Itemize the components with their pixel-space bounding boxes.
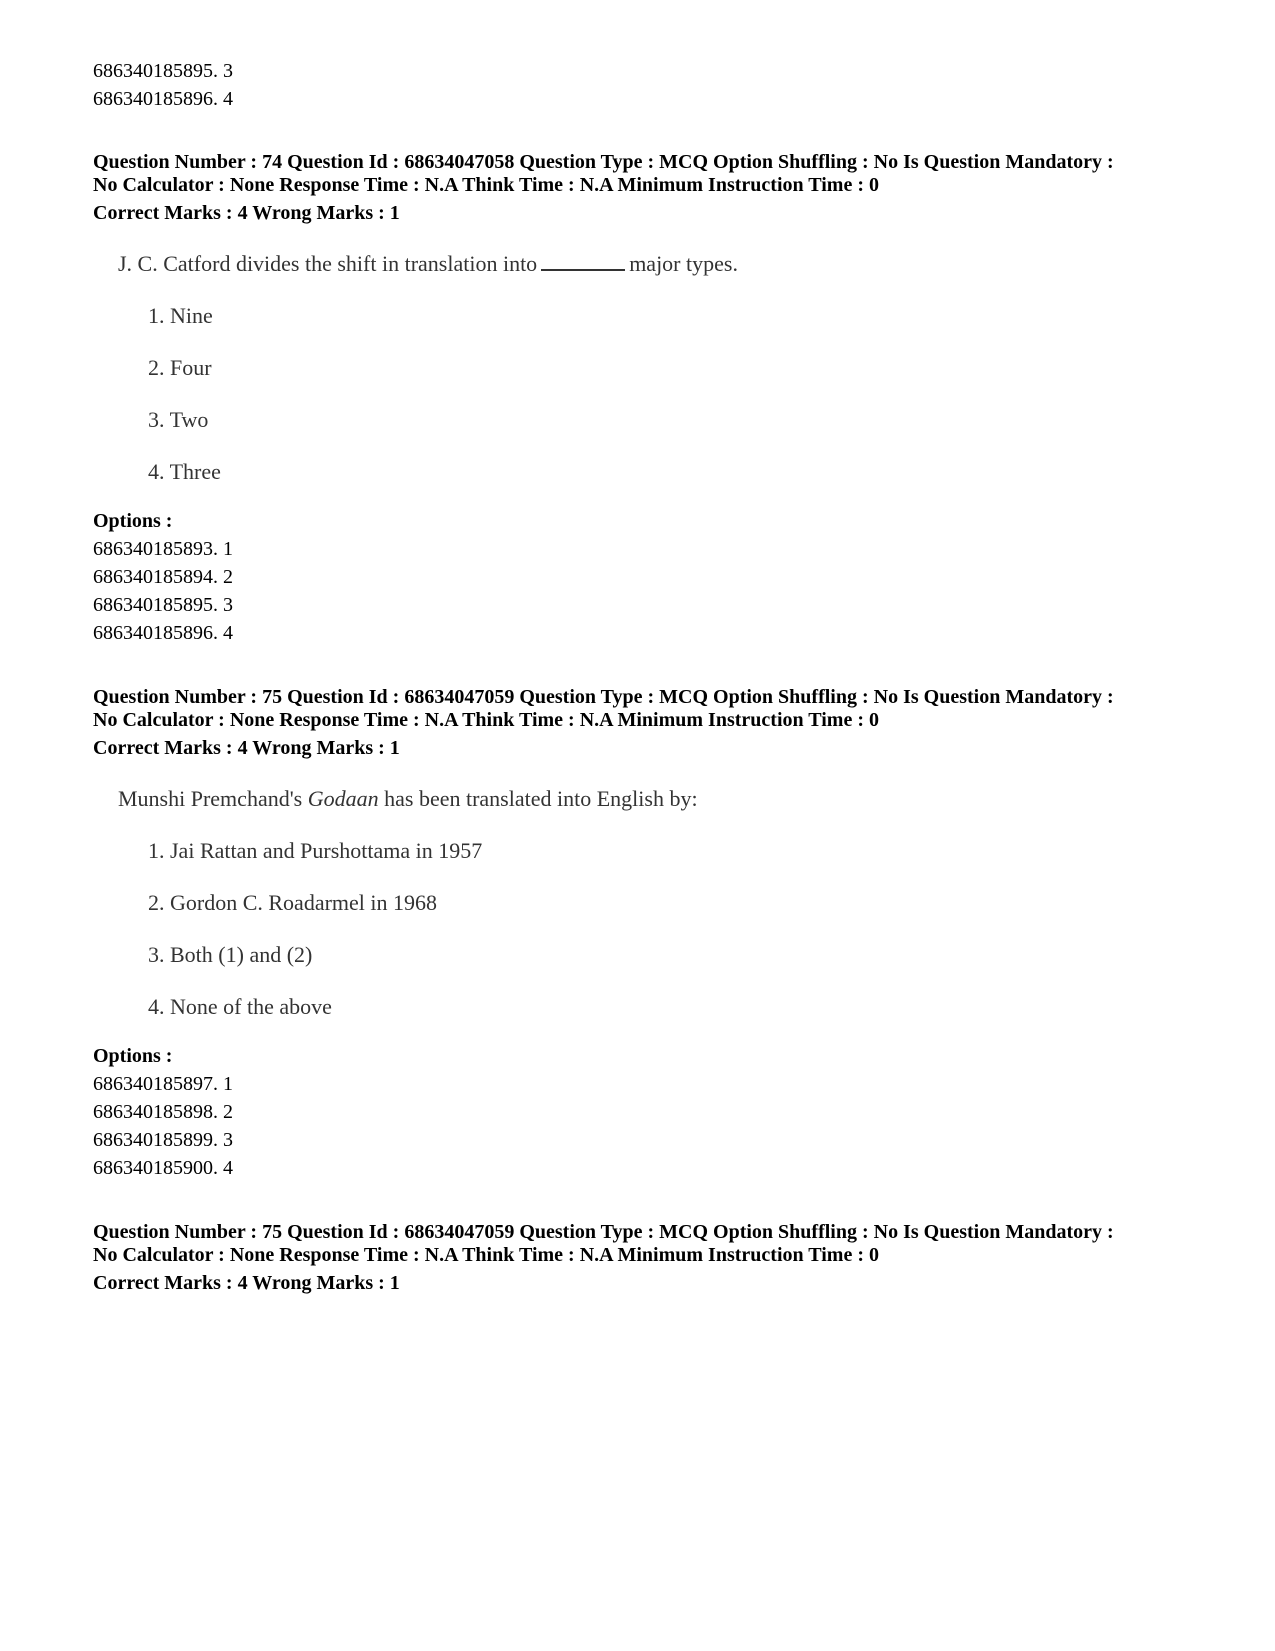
question-header-line2: No Calculator : None Response Time : N.A Think Time : N.A Minimum Instruction Time : 0 — [93, 1244, 879, 1266]
question-marks: Correct Marks : 4 Wrong Marks : 1 — [93, 1272, 400, 1294]
option-id-line: 686340185900. 4 — [93, 1157, 233, 1179]
option-id-line: 686340185896. 4 — [93, 622, 233, 644]
option-id-line: 686340185898. 2 — [93, 1101, 233, 1123]
answer-choice: 3. Two — [148, 407, 209, 432]
question-text-before: J. C. Catford divides the shift in translation into — [118, 251, 538, 276]
option-id-line: 686340185894. 2 — [93, 566, 233, 588]
question-marks: Correct Marks : 4 Wrong Marks : 1 — [93, 202, 400, 224]
question-text — [118, 786, 698, 812]
answer-choice: 2. Four — [148, 355, 212, 380]
option-id-line: 686340185897. 1 — [93, 1073, 233, 1095]
question-header-line1: Question Number : 75 Question Id : 68634047059 Question Type : MCQ Option Shuffling : No Is Question Mandatory : — [93, 1221, 1114, 1243]
question-text — [118, 251, 738, 277]
question-text-after: has been translated into English by: — [384, 786, 698, 811]
fill-blank — [541, 251, 625, 271]
answer-choice: 3. Both (1) and (2) — [148, 942, 313, 967]
answer-choice: 4. None of the above — [148, 994, 332, 1019]
option-id-line: 686340185895. 3 — [93, 594, 233, 616]
question-header-line2: No Calculator : None Response Time : N.A Think Time : N.A Minimum Instruction Time : 0 — [93, 709, 879, 731]
question-header-line1: Question Number : 74 Question Id : 68634047058 Question Type : MCQ Option Shuffling : No Is Question Mandatory : — [93, 151, 1114, 173]
options-label: Options : — [93, 1045, 173, 1067]
answer-choice: 2. Gordon C. Roadarmel in 1968 — [148, 890, 438, 915]
question-text-italic: Godaan — [307, 786, 379, 811]
question-text-before: Munshi Premchand's — [118, 786, 303, 811]
option-id-line: 686340185896. 4 — [93, 88, 233, 110]
option-id-line: 686340185893. 1 — [93, 538, 233, 560]
question-header-line1: Question Number : 75 Question Id : 68634047059 Question Type : MCQ Option Shuffling : No Is Question Mandatory : — [93, 686, 1114, 708]
question-header-line2: No Calculator : None Response Time : N.A Think Time : N.A Minimum Instruction Time : 0 — [93, 174, 879, 196]
options-label: Options : — [93, 510, 173, 532]
option-id-line: 686340185899. 3 — [93, 1129, 233, 1151]
question-text-after: major types. — [629, 251, 738, 276]
answer-choice: 4. Three — [148, 459, 221, 484]
option-id-line: 686340185895. 3 — [93, 60, 233, 82]
answer-choice: 1. Jai Rattan and Purshottama in 1957 — [148, 838, 483, 863]
answer-choice: 1. Nine — [148, 303, 213, 328]
question-marks: Correct Marks : 4 Wrong Marks : 1 — [93, 737, 400, 759]
